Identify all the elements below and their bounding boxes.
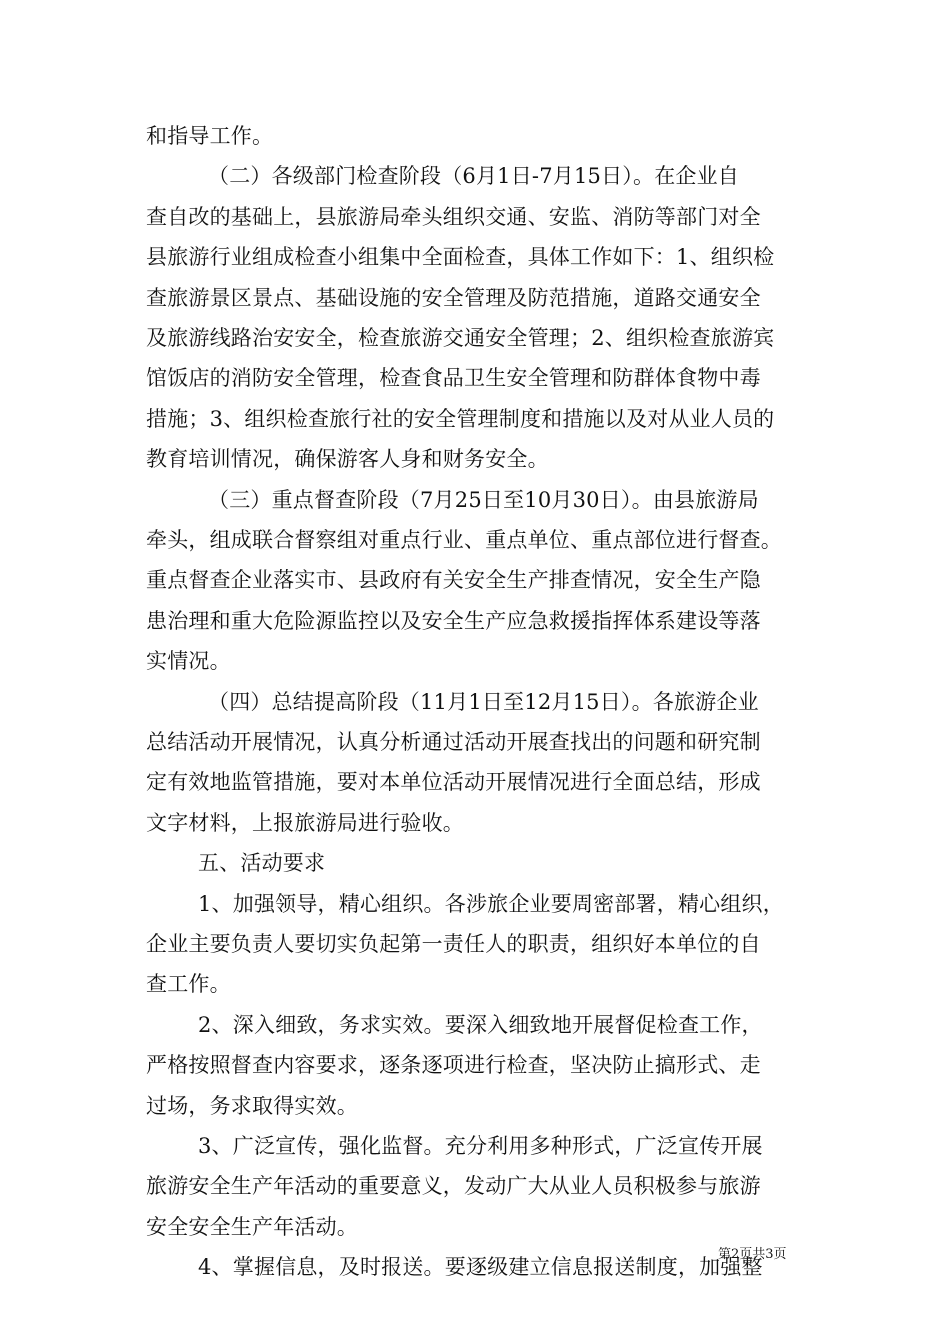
- text-line: 馆饭店的消防安全管理，检查食品卫生安全管理和防群体食物中毒: [146, 366, 761, 391]
- text-line: 2、深入细致，务求实效。要深入细致地开展督促检查工作，: [198, 1012, 763, 1037]
- text-line: 县旅游行业组成检查小组集中全面检查，具体工作如下：1、组织检: [146, 245, 775, 270]
- text-line: 教育培训情况，确保游客人身和财务安全。: [146, 447, 549, 472]
- text-line: 牵头，组成联合督察组对重点行业、重点单位、重点部位进行督查。: [146, 528, 782, 552]
- text-line: 旅游安全生产年活动的重要意义，发动广大从业人员积极参与旅游: [146, 1174, 761, 1199]
- text-line: 文字材料，上报旅游局进行验收。: [146, 810, 464, 835]
- text-line: 查旅游景区景点、基础设施的安全管理及防范措施，道路交通安全: [146, 285, 761, 310]
- text-line: 安全安全生产年活动。: [146, 1214, 358, 1239]
- text-line: （三）重点督查阶段（7月25日至10月30日）。由县旅游局: [208, 487, 759, 512]
- text-line: 3、广泛宣传，强化监督。充分利用多种形式，广泛宣传开展: [198, 1134, 763, 1158]
- text-line: 实情况。: [146, 649, 231, 674]
- text-line: 严格按照督查内容要求，逐条逐项进行检查，坚决防止搞形式、走: [146, 1053, 761, 1078]
- text-line: 1、加强领导，精心组织。各涉旅企业要周密部署，精心组织，: [198, 891, 784, 916]
- text-line: 重点督查企业落实市、县政府有关安全生产排查情况，安全生产隐: [146, 568, 761, 593]
- text-line: 患治理和重大危险源监控以及安全生产应急救援指挥体系建设等落: [146, 608, 761, 633]
- text-line: 查自改的基础上，县旅游局牵头组织交通、安监、消防等部门对全: [146, 204, 761, 229]
- text-line: 过场，务求取得实效。: [146, 1093, 358, 1118]
- text-line: （二）各级部门检查阶段（6月1日-7月15日）。在企业自: [208, 164, 739, 189]
- text-line: 定有效地监管措施，要对本单位活动开展情况进行全面总结，形成: [146, 770, 761, 795]
- text-line: 措施；3、组织检查旅行社的安全管理制度和措施以及对从业人员的: [146, 406, 775, 431]
- text-line: 及旅游线路治安安全，检查旅游交通安全管理；2、组织检查旅游宾: [146, 326, 775, 350]
- text-line: 五、活动要求: [198, 851, 326, 876]
- text-line: 4、掌握信息，及时报送。要逐级建立信息报送制度，加强整: [198, 1255, 763, 1280]
- text-line: （四）总结提高阶段（11月1日至12月15日）。各旅游企业: [208, 689, 759, 714]
- text-line: 总结活动开展情况，认真分析通过活动开展查找出的问题和研究制: [146, 730, 761, 754]
- text-line: 查工作。: [146, 972, 231, 997]
- text-line: 企业主要负责人要切实负起第一责任人的职责，组织好本单位的自: [146, 932, 761, 956]
- text-line: 和指导工作。: [146, 124, 274, 148]
- page-footer: 第2页共3页: [718, 1247, 787, 1262]
